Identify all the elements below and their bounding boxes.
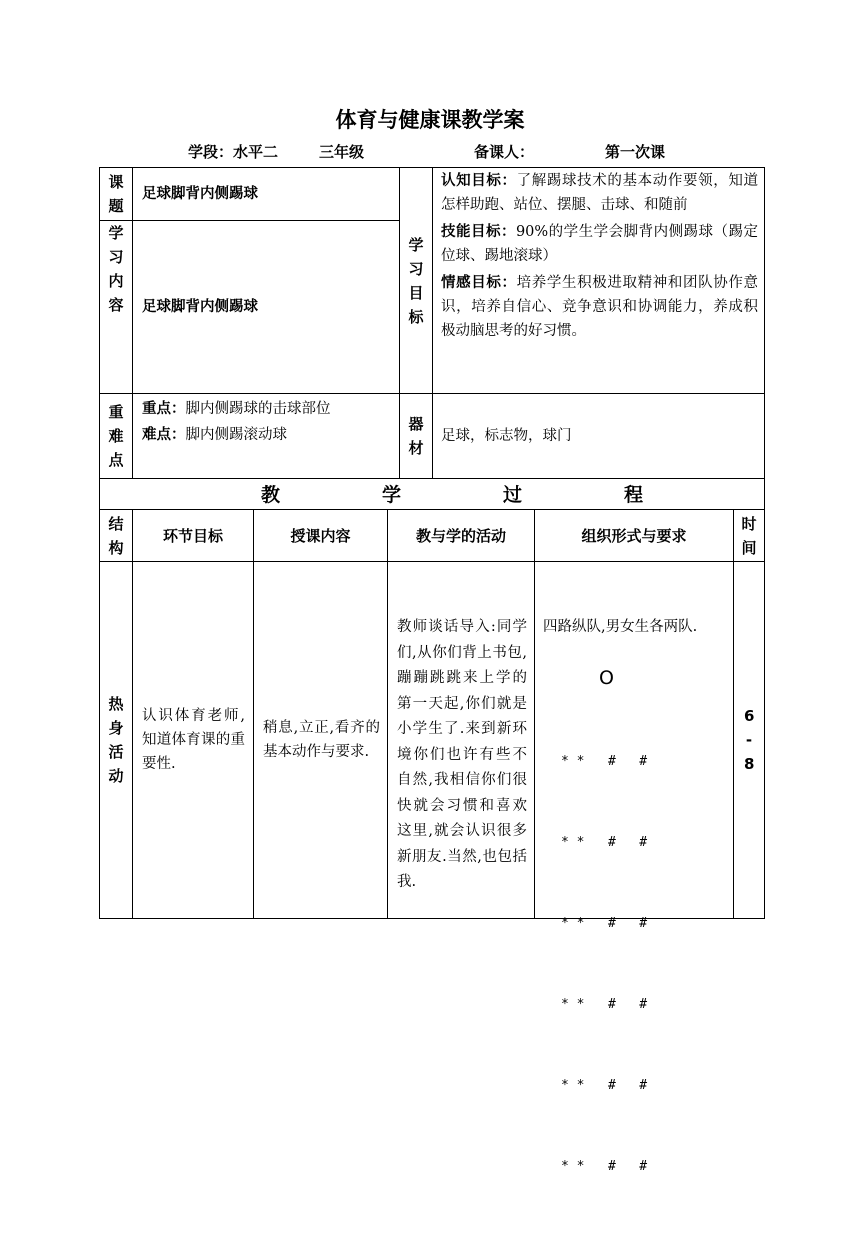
formation-row: * * # #: [561, 754, 648, 769]
topic-label: 课题: [108, 173, 124, 215]
formation-row: * * # #: [561, 835, 648, 850]
warmup-goal: 认识体育老师,知道体育课的重要性.: [142, 708, 245, 772]
warmup-organization-cell: [535, 562, 734, 1174]
process-title-row: [99, 478, 765, 510]
warmup-content: 稍息,立正,看齐的基本动作与要求.: [263, 720, 380, 760]
header-activity: 教与学的活动: [388, 510, 535, 562]
topic-value-cell: [133, 168, 400, 221]
equipment-label-cell: [400, 394, 433, 478]
objectives-cell: [433, 168, 764, 394]
key-text: 脚内侧踢球的击球部位: [185, 401, 331, 417]
content-label: 学习内容: [108, 224, 124, 314]
cognitive-objective: [441, 169, 758, 217]
grade-label: 三年级: [319, 143, 365, 161]
page-title: 体育与健康课教学案: [335, 108, 525, 132]
topic-value: 足球脚背内侧踢球: [142, 186, 258, 202]
difficult-point: [142, 422, 399, 448]
key-label: 重点：: [142, 401, 186, 417]
process-char-4: 程: [623, 484, 643, 506]
content-label-cell: [100, 221, 133, 394]
header-structure-text: 结构: [108, 514, 124, 557]
objectives-label: 学习目标: [408, 235, 424, 326]
objectives-label-cell: [400, 168, 433, 394]
content-value-cell: [133, 221, 400, 394]
formation-row: * * # #: [561, 997, 648, 1012]
process-char-1: 教: [260, 484, 280, 506]
difficult-label: 难点：: [142, 427, 186, 443]
cognitive-label: 认知目标：: [441, 173, 517, 189]
warmup-activity-cell: [388, 562, 535, 918]
formation-row: * * # #: [561, 1078, 648, 1093]
skill-objective: [441, 220, 758, 268]
lesson-label: 第一次课: [605, 143, 666, 161]
content-value: 足球脚背内侧踢球: [142, 299, 258, 315]
skill-label: 技能目标：: [441, 224, 516, 240]
key-point: [142, 396, 399, 422]
keypoints-label: 重难点: [108, 403, 124, 469]
preparer-label: 备课人：: [474, 143, 535, 161]
warmup-time-cell: [734, 562, 764, 918]
header-organization: 组织形式与要求: [535, 510, 734, 562]
affective-text: 培养学生积极进取精神和团队协作意识，培养自信心、竞争意识和协调能力，养成积极动脑思考的好习惯。: [441, 275, 758, 339]
process-char-3: 过: [502, 484, 522, 506]
student-formation: [561, 694, 733, 1234]
affective-objective: [441, 271, 758, 343]
lesson-info-table: [99, 167, 765, 479]
process-table: [99, 509, 765, 1174]
keypoints-cell: [133, 394, 400, 478]
formation-row: * * # #: [561, 1159, 648, 1174]
warmup-structure-cell: [100, 562, 133, 918]
skill-text: 90%的学生学会脚背内侧踢球（踢定位球、踢地滚球）: [441, 224, 759, 264]
cognitive-text: 了解踢球技术的基本动作要领，知道怎样助跑、站位、摆腿、击球、和随前: [441, 173, 758, 213]
difficult-text: 脚内侧踢滚动球: [185, 427, 287, 443]
equipment-value: 足球，标志物，球门: [441, 428, 572, 444]
header-content: 授课内容: [254, 510, 388, 562]
warmup-goal-cell: [133, 562, 254, 918]
warmup-content-cell: [254, 562, 388, 918]
affective-label: 情感目标：: [441, 275, 517, 291]
formation-row: * * # #: [561, 916, 648, 931]
keypoints-label-cell: [100, 394, 133, 478]
header-time: [734, 510, 764, 562]
process-char-2: 学: [381, 484, 401, 506]
header-goal: 环节目标: [133, 510, 254, 562]
topic-label-cell: [100, 168, 133, 221]
warmup-organization: 四路纵队,男女生各两队.: [543, 619, 698, 635]
teacher-position-mark: O: [599, 667, 614, 689]
stage-label: 学段：水平二: [188, 143, 279, 161]
header-structure: [100, 510, 133, 562]
warmup-activity: 教师谈话导入:同学们,从你们背上书包,蹦蹦跳跳来上学的第一天起,你们就是小学生了.来到新环境你们也许有些不自然,我相信你们很快就会习惯和喜欢这里,就会认识很多新朋友.当然,也包括我.: [397, 619, 527, 890]
equipment-cell: [433, 394, 764, 478]
header-time-text: 时间: [741, 514, 757, 557]
warmup-structure: 热身活动: [108, 695, 124, 785]
warmup-time: 6-8: [744, 707, 755, 773]
equipment-label: 器材: [408, 415, 424, 457]
